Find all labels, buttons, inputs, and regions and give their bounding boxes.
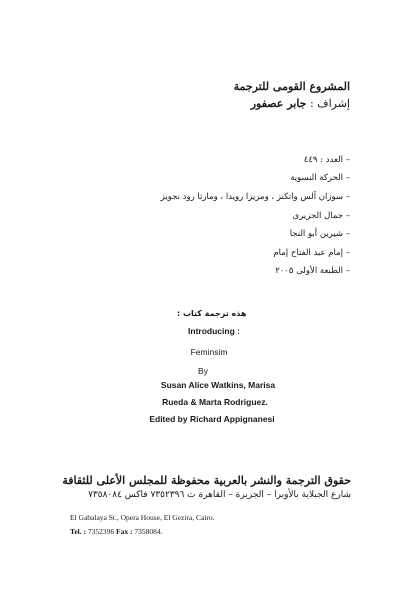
tel-value: 7352396 bbox=[87, 527, 115, 536]
original-line-by: By bbox=[198, 366, 208, 376]
original-title-label: هذه ترجمة كتاب : bbox=[177, 309, 247, 318]
fax-value: 7358084. bbox=[134, 527, 163, 536]
fax-label: Fax : bbox=[115, 527, 133, 536]
supervision-label: إشراف : bbox=[309, 97, 350, 110]
contact-line bbox=[70, 527, 162, 536]
address-english: El Gabalaya St., Opera House, El Gezira, Cairo. bbox=[70, 513, 215, 522]
address-arabic: شارع الجبلاية بالأوبرا – الجزيرة – القاهرة ت ٧٣٥٢٣٩٦ فاكس ٧٣٥٨٠٨٤ bbox=[88, 490, 351, 500]
rights-notice: حقوق الترجمة والنشر بالعربية محفوظة للمجلس الأعلى للثقافة bbox=[62, 474, 351, 487]
project-title: المشروع القومى للترجمة bbox=[233, 80, 350, 93]
metadata-intro: – إمام عبد الفتاح إمام bbox=[273, 248, 350, 258]
original-line-title: Feminsim bbox=[190, 347, 228, 357]
supervisor-name: جابر عصفور bbox=[250, 97, 307, 110]
supervision-line bbox=[251, 97, 350, 110]
metadata-translator: – جمال الجزيرى bbox=[293, 211, 350, 221]
original-line-introducing: Introducing : bbox=[188, 326, 240, 336]
metadata-edition: – الطبعة الأولى ٢٠٠٥ bbox=[275, 266, 350, 276]
metadata-issue-number: – العدد : ٤٤٩ bbox=[304, 155, 350, 165]
original-line-editor: Edited by Richard Appignanesi bbox=[149, 414, 275, 424]
original-line-authors-1: Susan Alice Watkins, Marisa bbox=[160, 380, 276, 390]
metadata-book-title: – الحركة النسوية bbox=[290, 173, 350, 183]
metadata-authors: – سوزان آلس واتكنز ، ومريزا رويدا ، ومارتا رود نجويز bbox=[161, 192, 350, 202]
original-line-authors-2: Rueda & Marta Rodriguez. bbox=[162, 397, 268, 407]
metadata-reviewer: – شيرين أبو النجا bbox=[290, 229, 350, 239]
tel-label: Tel. : bbox=[70, 527, 86, 536]
